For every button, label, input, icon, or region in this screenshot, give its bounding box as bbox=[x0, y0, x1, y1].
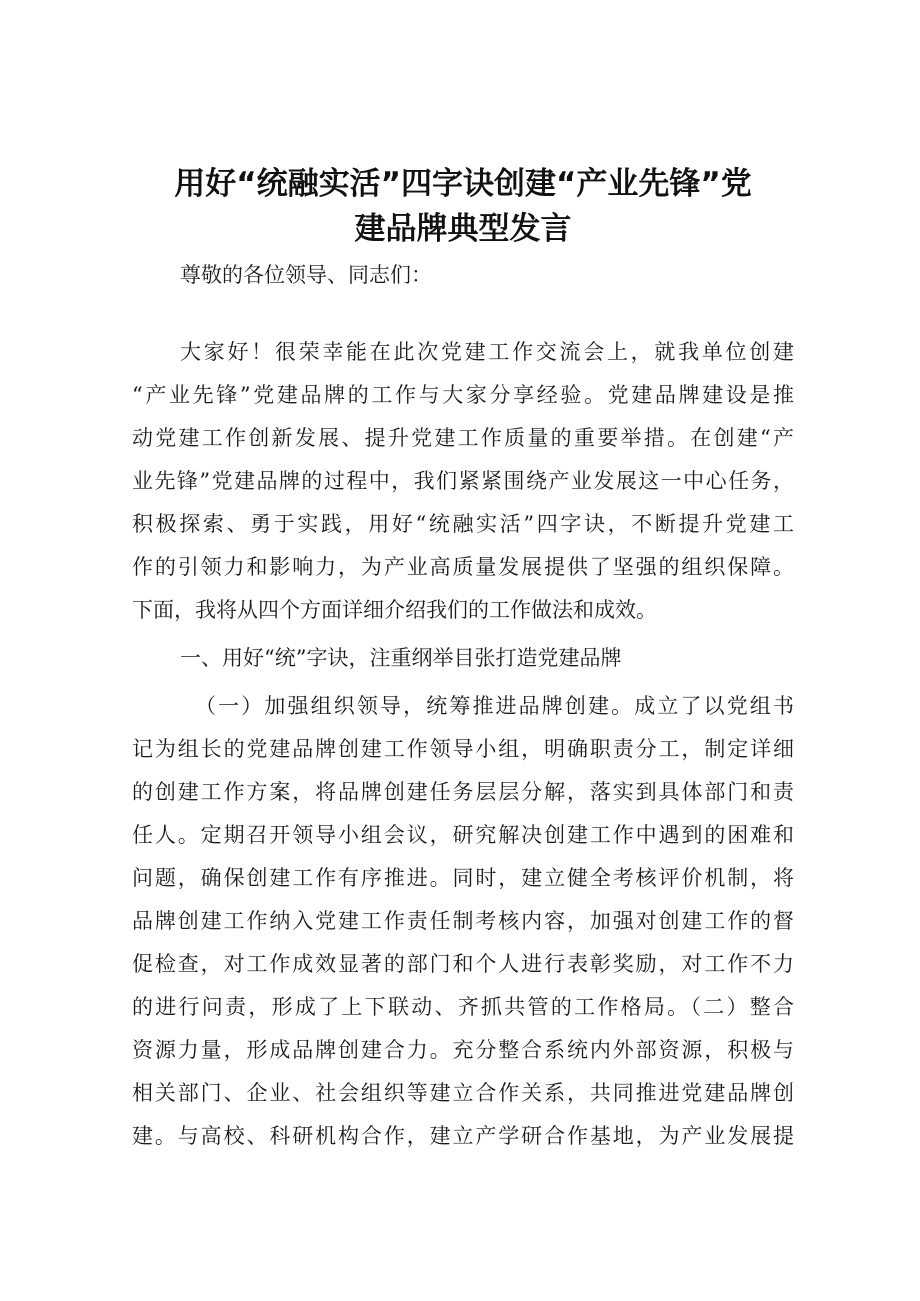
paragraph-1-line: 大家好！很荣幸能在此次党建工作交流会上，就我单位创建 bbox=[180, 340, 794, 364]
paragraph-2-line: 相关部门、企业、社会组织等建立合作关系，共同推进党建品牌创 bbox=[132, 1081, 794, 1105]
paragraph-2-line: 问题，确保创建工作有序推进。同时，建立健全考核评价机制，将 bbox=[132, 866, 794, 890]
paragraph-2-line: 资源力量，形成品牌创建合力。充分整合系统内外部资源，积极与 bbox=[132, 1038, 794, 1062]
section-heading: 一、用好“统”字诀，注重纲举目张打造党建品牌 bbox=[180, 646, 622, 670]
paragraph-1-line: 业先锋”党建品牌的过程中，我们紧紧围绕产业发展这一中心任务， bbox=[132, 469, 794, 493]
document-title-line-2: 建品牌典型发言 bbox=[354, 211, 572, 247]
paragraph-2-line: 促检查，对工作成效显著的部门和个人进行表彰奖励，对工作不力 bbox=[132, 952, 794, 976]
paragraph-2-line: （一）加强组织领导，统筹推进品牌创建。成立了以党组书 bbox=[195, 694, 794, 718]
paragraph-2-line: 品牌创建工作纳入党建工作责任制考核内容，加强对创建工作的督 bbox=[132, 909, 794, 933]
paragraph-1-line: 作的引领力和影响力，为产业高质量发展提供了坚强的组织保障。 bbox=[132, 555, 794, 579]
paragraph-2-line: 的进行问责，形成了上下联动、齐抓共管的工作格局。（二）整合 bbox=[132, 995, 794, 1019]
document-title-line-1: 用好“统融实活”四字诀创建“产业先锋”党 bbox=[174, 166, 752, 202]
paragraph-2-line: 任人。定期召开领导小组会议，研究解决创建工作中遇到的困难和 bbox=[132, 823, 794, 847]
salutation: 尊敬的各位领导、同志们： bbox=[180, 263, 432, 287]
paragraph-2-line: 记为组长的党建品牌创建工作领导小组，明确职责分工，制定详细 bbox=[132, 737, 794, 761]
paragraph-1-line: 动党建工作创新发展、提升党建工作质量的重要举措。在创建“产 bbox=[132, 426, 794, 450]
paragraph-1-line: 积极探索、勇于实践，用好“统融实活”四字诀，不断提升党建工 bbox=[132, 512, 794, 536]
paragraph-2-line: 建。与高校、科研机构合作，建立产学研合作基地，为产业发展提 bbox=[132, 1124, 794, 1148]
paragraph-1-line: 下面，我将从四个方面详细介绍我们的工作做法和成效。 bbox=[132, 598, 657, 622]
paragraph-1-line: “产业先锋”党建品牌的工作与大家分享经验。党建品牌建设是推 bbox=[132, 383, 794, 407]
paragraph-2-line: 的创建工作方案，将品牌创建任务层层分解，落实到具体部门和责 bbox=[132, 780, 794, 804]
